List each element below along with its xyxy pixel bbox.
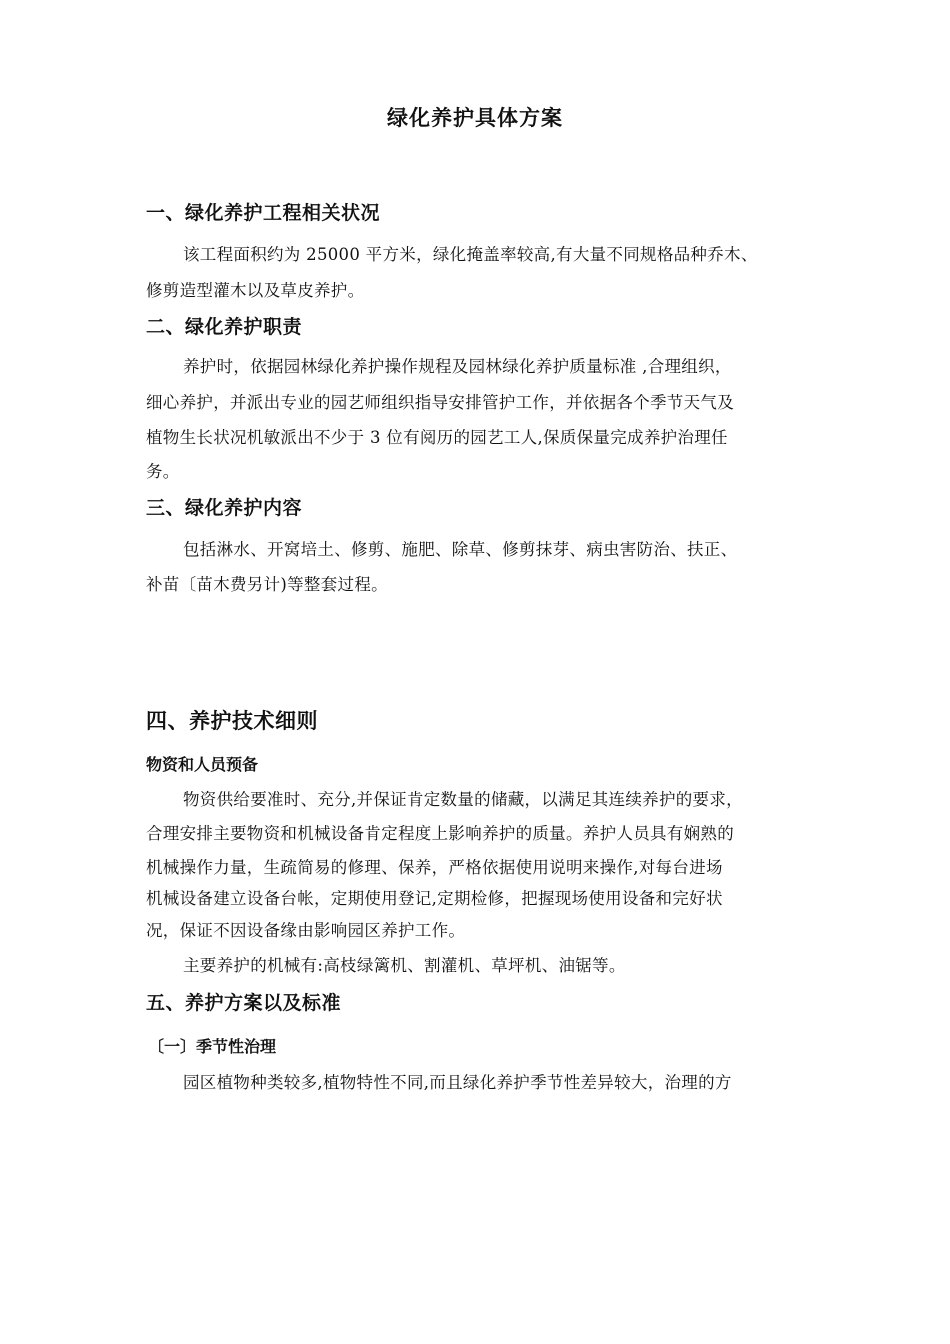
section-2-line-2: 细心养护，并派出专业的园艺师组织指导安排管护工作，并依据各个季节天气及 (146, 393, 734, 412)
section-2-line-1: 养护时，依据园林绿化养护操作规程及园林绿化养护质量标准 ,合理组织， (183, 357, 732, 376)
section-3-heading: 三、绿化养护内容 (146, 497, 303, 519)
section-2-line-4: 务。 (146, 462, 180, 481)
section-5-line-1: 园区植物种类较多,植物特性不同,而且绿化养护季节性差异较大，治理的方 (183, 1073, 732, 1092)
section-4-line-3: 机械操作力量，生疏简易的修理、保养，严格依据使用说明来操作,对每台进场 (146, 858, 723, 877)
section-4-line-6: 主要养护的机械有:高枝绿篱机、割灌机、草坪机、油锯等。 (183, 956, 626, 975)
section-5-subheading: 〔一〕季节性治理 (148, 1037, 277, 1056)
section-4-line-1: 物资供给要准时、充分,并保证肯定数量的储藏，以满足其连续养护的要求， (183, 790, 743, 809)
section-2-heading: 二、绿化养护职责 (146, 316, 303, 338)
section-4-heading: 四、养护技术细则 (146, 709, 318, 733)
section-2-line-3: 植物生长状况机敏派出不少于 3 位有阅历的园艺工人,保质保量完成养护治理任 (146, 428, 728, 447)
section-4-line-5: 况，保证不因设备缘由影响园区养护工作。 (146, 921, 466, 940)
section-5-heading: 五、养护方案以及标准 (146, 992, 342, 1014)
section-4-line-4: 机械设备建立设备台帐，定期使用登记,定期检修，把握现场使用设备和完好状 (146, 889, 723, 908)
section-3-line-2: 补苗〔苗木费另计)等整套过程。 (146, 575, 388, 594)
section-4-subheading: 物资和人员预备 (146, 755, 259, 774)
section-3-line-1: 包括淋水、开窝培土、修剪、施肥、除草、修剪抹芽、病虫害防治、扶正、 (183, 540, 738, 559)
section-4-line-2: 合理安排主要物资和机械设备肯定程度上影响养护的质量。养护人员具有娴熟的 (146, 824, 734, 843)
section-1-line-2: 修剪造型灌木以及草皮养护。 (146, 281, 365, 300)
document-title: 绿化养护具体方案 (387, 106, 563, 130)
section-1-line-1: 该工程面积约为 25000 平方米，绿化掩盖率较高,有大量不同规格品种乔木、 (183, 245, 758, 264)
section-1-heading: 一、绿化养护工程相关状况 (146, 202, 381, 224)
